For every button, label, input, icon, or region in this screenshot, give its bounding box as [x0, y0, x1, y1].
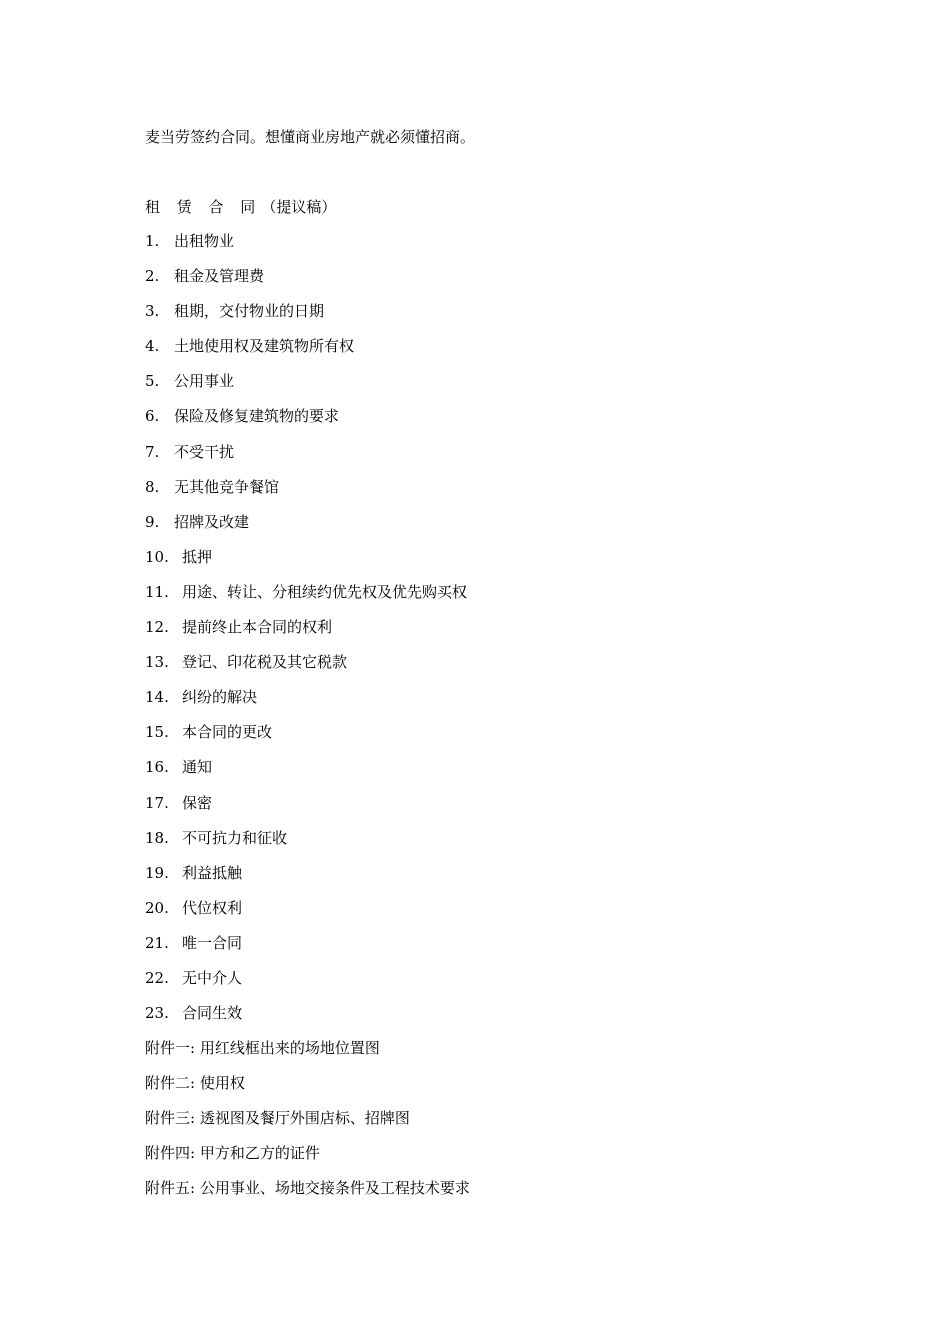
clause-number: 1.	[145, 232, 160, 250]
clause-text: 土地使用权及建筑物所有权	[174, 337, 355, 356]
appendix-item: 附件三: 透视图及餐厅外围店标、招牌图	[145, 1109, 410, 1128]
clause-number: 8.	[145, 477, 160, 496]
clause-text: 抵押	[182, 547, 213, 566]
clause-number: 6.	[145, 407, 160, 426]
clause-item	[145, 968, 467, 1003]
clause-item	[145, 582, 467, 617]
clause-item	[145, 512, 467, 547]
clause-number: 20.	[145, 898, 169, 917]
clause-text: 通知	[182, 758, 213, 777]
appendix-item: 附件五: 公用事业、场地交接条件及工程技术要求	[145, 1179, 470, 1198]
clause-item	[145, 828, 467, 863]
clause-text: 不可抗力和征收	[182, 828, 288, 847]
clause-text: 本合同的更改	[182, 723, 273, 742]
appendix-item: 附件二: 使用权	[145, 1074, 245, 1093]
clause-number: 5.	[145, 372, 160, 391]
clause-item	[145, 933, 467, 968]
clause-number: 14.	[145, 688, 169, 707]
clause-number: 22.	[145, 968, 169, 987]
clause-text: 无中介人	[182, 968, 243, 987]
clause-item	[145, 371, 467, 406]
clause-number: 3.	[145, 302, 160, 321]
clause-text: 代位权利	[182, 898, 243, 917]
clause-item	[145, 266, 467, 301]
clause-number: 2.	[145, 267, 160, 286]
clause-number: 4.	[145, 337, 160, 356]
clause-text: 保险及修复建筑物的要求	[174, 407, 340, 426]
contract-clause-list	[145, 231, 467, 1038]
clause-text: 保密	[182, 793, 213, 812]
clause-number: 9.	[145, 512, 160, 531]
clause-number: 13.	[145, 653, 169, 672]
clause-text: 招牌及改建	[174, 512, 250, 531]
clause-item	[145, 336, 467, 371]
clause-number: 19.	[145, 863, 169, 882]
clause-item	[145, 1003, 467, 1038]
contract-title-main: 租 赁 合 同	[145, 198, 262, 216]
clause-item	[145, 898, 467, 933]
clause-text: 租金及管理费	[174, 267, 265, 286]
clause-text: 用途、转让、分租续约优先权及优先购买权	[182, 582, 468, 601]
clause-item	[145, 231, 467, 266]
clause-number: 23.	[145, 1004, 169, 1023]
clause-text: 纠纷的解决	[182, 688, 258, 707]
clause-text: 租期，交付物业的日期	[174, 302, 325, 321]
clause-item	[145, 301, 467, 336]
appendix-item: 附件四: 甲方和乙方的证件	[145, 1144, 320, 1163]
clause-text: 无其他竞争餐馆	[174, 477, 280, 496]
contract-title	[145, 197, 336, 217]
intro-paragraph: 麦当劳签约合同。想懂商业房地产就必须懂招商。	[145, 128, 476, 146]
clause-text: 公用事业	[174, 372, 235, 391]
clause-number: 15.	[145, 723, 169, 742]
contract-title-sub: （提议稿）	[261, 198, 337, 216]
clause-text: 合同生效	[182, 1004, 243, 1023]
clause-item	[145, 652, 467, 687]
clause-item	[145, 793, 467, 828]
clause-number: 17.	[145, 793, 169, 812]
clause-item	[145, 406, 467, 441]
clause-number: 11.	[145, 582, 169, 601]
clause-number: 18.	[145, 828, 169, 847]
clause-number: 10.	[145, 547, 169, 566]
appendix-list	[145, 1038, 470, 1213]
clause-item	[145, 757, 467, 792]
clause-number: 7.	[145, 442, 160, 461]
clause-item	[145, 442, 467, 477]
clause-item	[145, 547, 467, 582]
appendix-item: 附件一: 用红线框出来的场地位置图	[145, 1039, 380, 1057]
clause-text: 唯一合同	[182, 933, 243, 952]
clause-text: 出租物业	[174, 232, 235, 250]
clause-number: 16.	[145, 758, 169, 777]
clause-item	[145, 863, 467, 898]
clause-text: 登记、印花税及其它税款	[182, 653, 348, 672]
clause-text: 不受干扰	[174, 442, 235, 461]
clause-item	[145, 477, 467, 512]
clause-item	[145, 687, 467, 722]
clause-item	[145, 722, 467, 757]
clause-number: 12.	[145, 618, 169, 637]
clause-number: 21.	[145, 933, 169, 952]
clause-item	[145, 617, 467, 652]
clause-text: 提前终止本合同的权利	[182, 618, 333, 637]
clause-text: 利益抵触	[182, 863, 243, 882]
